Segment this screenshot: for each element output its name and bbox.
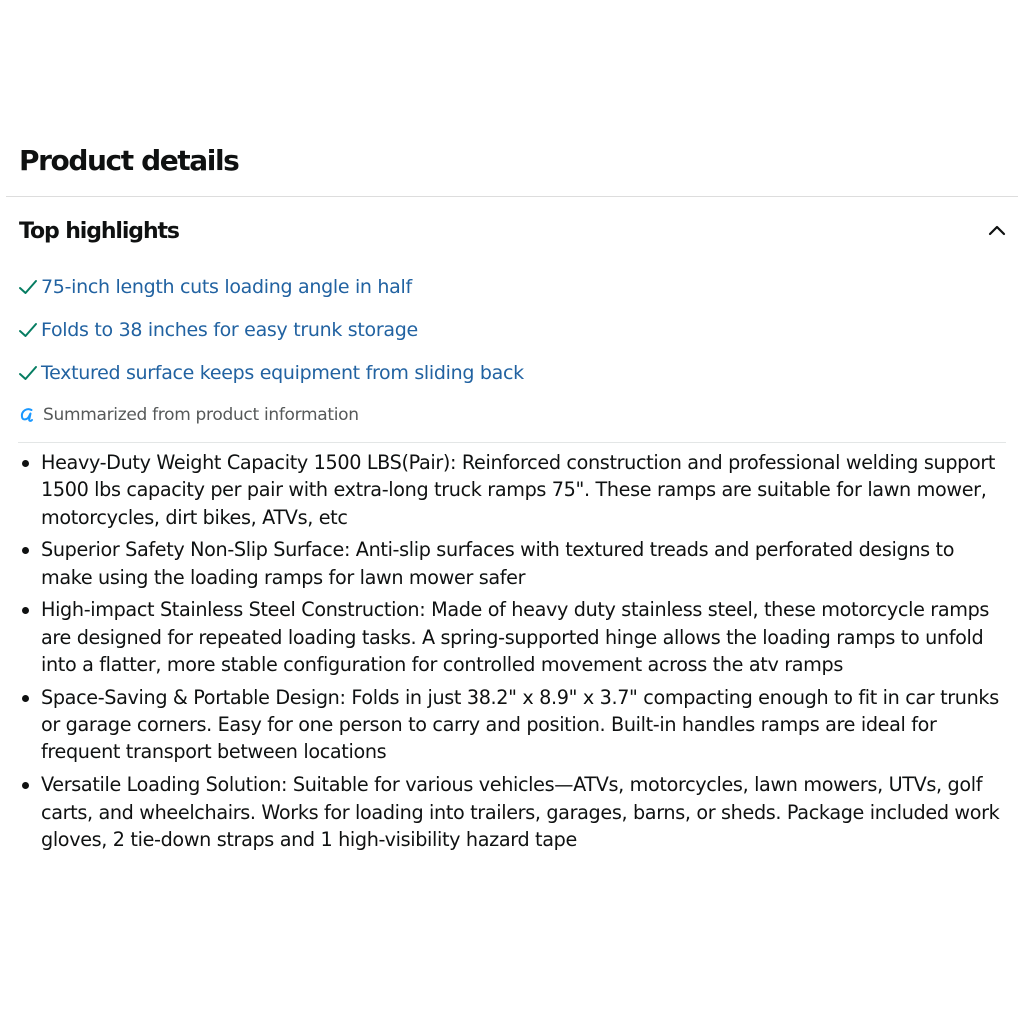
highlight-item[interactable] <box>18 315 418 345</box>
feature-bullet <box>19 771 1009 853</box>
bullet-dot-icon <box>22 547 29 554</box>
feature-bullet-text: Space-Saving & Portable Design: Folds in just 38.2" x 8.9" x 3.7" compacting enough to fit in car trunks or garage corners. Easy for one person to carry and position. Built-in handles ramps are ideal for frequent transport between locations <box>41 685 999 764</box>
feature-bullet <box>19 449 1009 531</box>
section-divider <box>6 196 1018 197</box>
highlight-text[interactable]: Folds to 38 inches for easy trunk storage <box>41 319 418 341</box>
check-icon <box>18 277 38 297</box>
check-icon <box>18 363 38 383</box>
feature-bullet-text: High-impact Stainless Steel Construction: Made of heavy duty stainless steel, these motorcycle ramps are designed for repeated loading tasks. A spring-supported hinge allows the loading ramps to unfold into a flatter, more stable configuration for controlled movement across the atv ramps <box>41 598 990 677</box>
page-title: Product details <box>19 144 239 177</box>
feature-bullet-list <box>19 449 1009 859</box>
feature-bullet <box>19 536 1009 591</box>
ai-sparkle-icon <box>18 406 36 424</box>
highlight-item[interactable] <box>18 272 412 302</box>
top-highlights-header[interactable] <box>0 208 1024 256</box>
highlight-item[interactable] <box>18 358 524 388</box>
feature-bullet-text: Versatile Loading Solution: Suitable for various vehicles—ATVs, motorcycles, lawn mowers, UTVs, golf carts, and wheelchairs. Works for loading into trailers, garages, barns, or sheds. Package included work gloves, 2 tie-down straps and 1 high-visibility hazard tape <box>41 773 1000 851</box>
bullet-dot-icon <box>22 607 29 614</box>
check-icon <box>18 320 38 340</box>
feature-bullet <box>19 596 1009 678</box>
top-highlights-title: Top highlights <box>19 219 179 244</box>
bullet-dot-icon <box>22 460 29 467</box>
feature-bullet-text: Heavy-Duty Weight Capacity 1500 LBS(Pair): Reinforced construction and professional welding support 1500 lbs capacity per pair with extra-long truck ramps 75". These ramps are suitable for lawn mower, motorcycles, dirt bikes, ATVs, etc <box>41 451 996 529</box>
feature-bullet-text: Superior Safety Non-Slip Surface: Anti-slip surfaces with textured treads and perforated designs to make using the loading ramps for lawn mower safer <box>41 538 955 589</box>
summary-note-text: Summarized from product information <box>43 405 359 425</box>
highlight-text[interactable]: 75-inch length cuts loading angle in half <box>41 276 412 298</box>
highlight-text[interactable]: Textured surface keeps equipment from sliding back <box>41 362 524 384</box>
highlights-divider <box>18 442 1006 443</box>
bullet-dot-icon <box>22 782 29 789</box>
feature-bullet <box>19 684 1009 766</box>
bullet-dot-icon <box>22 695 29 702</box>
ai-summary-note <box>18 402 359 428</box>
chevron-up-icon[interactable] <box>985 218 1009 242</box>
